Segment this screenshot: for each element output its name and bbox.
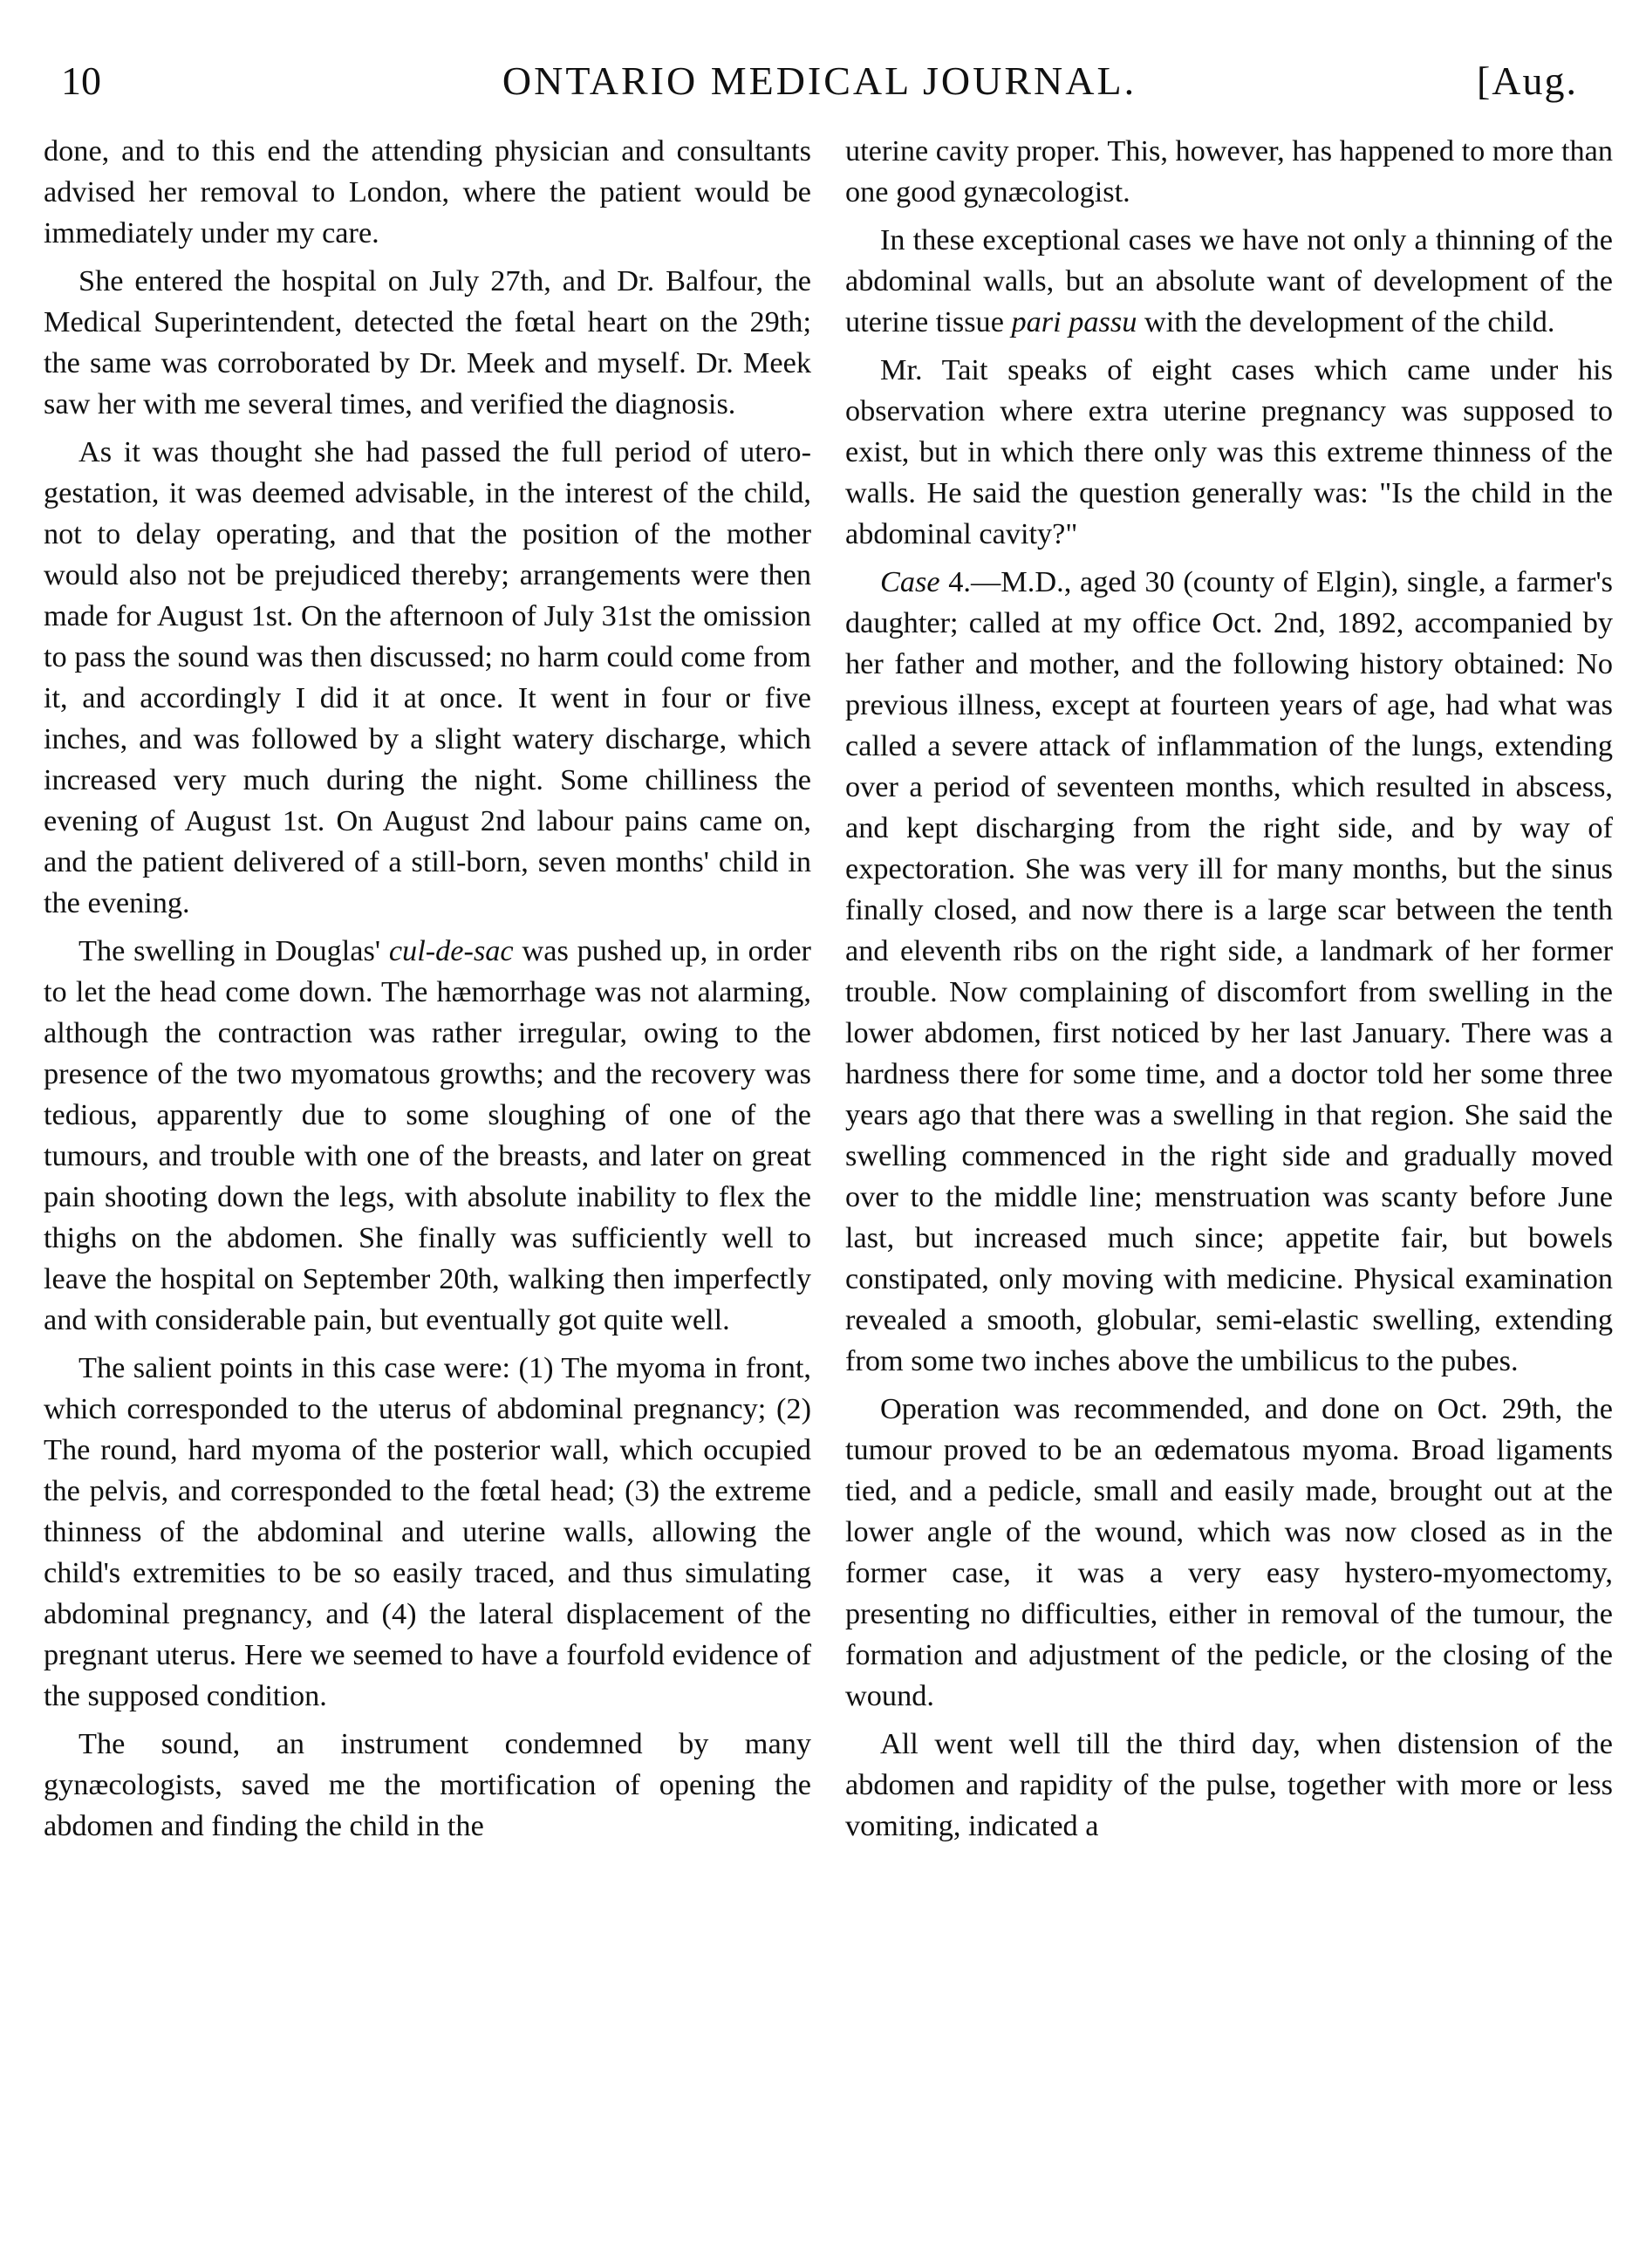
issue-month: [Aug. (1476, 58, 1578, 103)
paragraph: She entered the hospital on July 27th, and Dr. Balfour, the Medical Superintendent, detected the fœtal heart on the 29th; the same was corroborated by Dr. Meek and myself. Dr. Meek saw her with me several times, and verified the diagnosis. (44, 264, 811, 420)
paragraph: The sound, an instrument condemned by many gynæcologists, saved me the mortification of opening the abdomen and finding the child in the (44, 1727, 811, 1842)
right-column (845, 131, 1613, 1854)
text-run: The swelling in Douglas' (79, 934, 389, 967)
case-paragraph (845, 562, 1613, 1382)
text-run: In these exceptional cases we have not only a thinning of the abdominal walls, but an absolute want of development of the uterine tissue (845, 223, 1613, 338)
running-head (0, 51, 1639, 112)
paragraph: All went well till the third day, when distension of the abdomen and rapidity of the pulse, together with more or less vomiting, indicated a (845, 1727, 1613, 1842)
text-run: with the development of the child. (1137, 305, 1555, 338)
left-column (44, 131, 811, 1854)
paragraph: As it was thought she had passed the full period of utero-gestation, it was deemed advisable, in the interest of the child, not to delay operating, and that the position of the mother would also not be prejudiced thereby; arrangements were then made for August 1st. On the afternoon of July 31st the omission to pass the sound was then discussed; no harm could come from it, and accordingly I did it at once. It went in four or five inches, and was followed by a slight watery discharge, which increased very much during the night. Some chilliness the evening of August 1st. On August 2nd labour pains came on, and the patient delivered of a still-born, seven months' child in the evening. (44, 435, 811, 919)
paragraph: Operation was recommended, and done on Oct. 29th, the tumour proved to be an œdematous myoma. Broad ligaments tied, and a pedicle, small and easily made, brought out at the lower angle of the wound, which was now closed as in the former case, it was a very easy hystero-myomectomy, presenting no difficulties, either in removal of the tumour, the formation and adjustment of the pedicle, or the closing of the wound. (845, 1392, 1613, 1712)
paragraph: uterine cavity proper. This, however, has happened to more than one good gynæcologist. (845, 134, 1613, 208)
paragraph (44, 931, 811, 1341)
text-run: 4.—M.D., aged 30 (county of Elgin), single, a farmer's daughter; called at my office Oct. 2nd, 1892, accompanied by her father and mother, and the following history obtained: No previous illness, except at fourteen years of age, had what was called a severe attack of inflammation of the lungs, extending over a period of seventeen months, which resulted in abscess, and kept discharging from the right side, and by way of expectoration. She was very ill for many months, but the sinus finally closed, and now there is a large scar between the tenth and eleventh ribs on the right side, a landmark of her former trouble. Now complaining of discomfort from swelling in the lower abdomen, first noticed by her last January. There was a hardness there for some time, and a doctor told her some three years ago that there was a swelling in that region. She said the swelling commenced in the right side and gradually moved over to the middle line; menstruation was scanty before June last, but increased much since; appetite fair, but bowels constipated, only moving with medicine. Physical examination revealed a smooth, globular, semi-elastic swelling, extending from some two inches above the umbilicus to the pubes. (845, 565, 1613, 1377)
italic-term: pari passu (1011, 305, 1137, 338)
page-number: 10 (61, 58, 101, 103)
paragraph: done, and to this end the attending physician and consultants advised her removal to London, where the patient would be immediately under my care. (44, 134, 811, 249)
paragraph: The salient points in this case were: (1) The myoma in front, which corresponded to the uterus of abdominal pregnancy; (2) The round, hard myoma of the posterior wall, which occupied the pelvis, and corresponded to the fœtal head; (3) the extreme thinness of the abdominal and uterine walls, allowing the child's extremities to be so easily traced, and thus simulating abdominal pregnancy, and (4) the lateral displacement of the pregnant uterus. Here we seemed to have a fourfold evidence of the supposed condition. (44, 1351, 811, 1712)
paragraph (845, 220, 1613, 343)
text-run: was pushed up, in order to let the head come down. The hæmorrhage was not alarming, although the contraction was rather irregular, owing to the presence of the two myomatous growths; and the recovery was tedious, apparently due to some sloughing of one of the tumours, and trouble with one of the breasts, and later on great pain shooting down the legs, with absolute inability to flex the thighs on the abdomen. She finally was sufficiently well to leave the hospital on September 20th, walking then imperfectly and with considerable pain, but eventually got quite well. (44, 934, 811, 1336)
italic-term: cul-de-sac (388, 934, 514, 967)
paragraph: Mr. Tait speaks of eight cases which came under his observation where extra uterine pregnancy was supposed to exist, but in which there only was this extreme thinness of the walls. He said the question generally was: "Is the child in the abdominal cavity?" (845, 353, 1613, 550)
journal-title: ONTARIO MEDICAL JOURNAL. (502, 58, 1137, 103)
case-label: Case (880, 565, 940, 598)
